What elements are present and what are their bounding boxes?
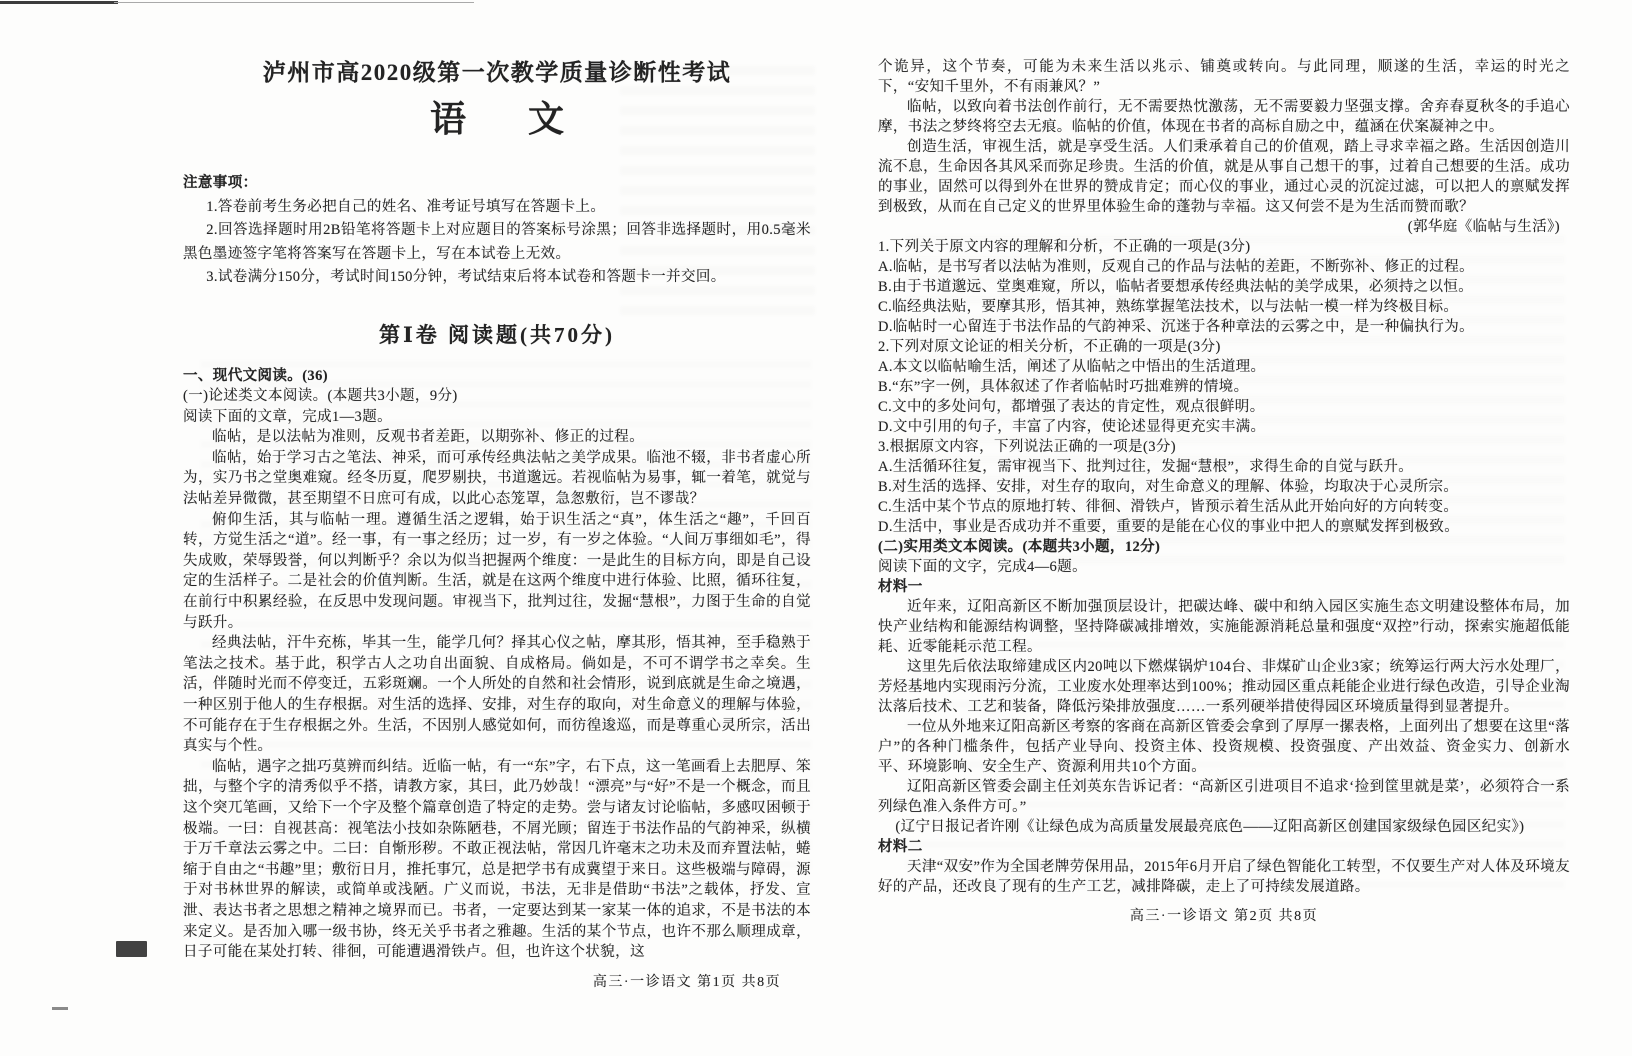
paragraph: 近年来，辽阳高新区不断加强顶层设计，把碳达峰、碳中和纳入园区实施生态文明建设整体布局，加快产业结构和能源结构调整，坚持降碳减排增效，实施能源消耗总量和强度“双控”行动，探索实施超低能耗、近零能耗示范工程。 xyxy=(878,599,1570,655)
option: C.生活中某个节点的原地打转、徘徊、滑铁卢，皆预示着生活从此开始向好的方向转变。 xyxy=(878,499,1459,515)
notice-heading: 注意事项： xyxy=(183,175,258,191)
paragraph: 临帖，遇字之拙巧莫辨而纠结。近临一帖，有一“东”字，右下点，这一笔画看上去肥厚、笨拙，与整个字的清秀似乎不搭，请教方家，其曰，此乃妙哉！“漂亮”与“好”不是一个概念，而且这个突兀笔画，又给下一个字及整个篇章创造了特定的走势。尝与诸友讨论临帖，多感叹困顿于极端。一曰：自视甚高：视笔法小技如杂陈陋巷，不屑光顾；留连于书法作品的气韵神采，纵横于万千章法云雾之中。二曰：自惭形秽。不敢正视法帖，常因几许毫末之功未及而弃置法帖，蜷缩于自由之“书趣”里；敷衍日月，推托事冗，总是把学书有成冀望于来日。这些极端与障碍，源于对书林世界的解读，或简单或浅陋。广义而说，书法，无非是借助“书法”之载体，抒发、宣泄、表达书者之思想之精神之境界而已。书者，一定要达到某一家某一体的追求，不是书法的本来定义。是否加入哪一级书协，终无关乎书者之雅趣。生活的某个节点，也许不那么顺理成章，日子可能在某处打转、徘徊，可能遭遇滑铁卢。但，也许这个状貌，这 xyxy=(183,758,811,961)
option: B.对生活的选择、安排，对生存的取向，对生命意义的理解、体验，均取决于心灵所宗。 xyxy=(878,479,1459,495)
subject-title: 语文 xyxy=(429,99,626,139)
page2-body xyxy=(878,57,1570,897)
scan-dash-mark xyxy=(52,1007,68,1010)
option: A.临帖，是书写者以法帖为准则，反观自己的作品与法帖的差距，不断弥补、修正的过程。 xyxy=(878,259,1474,275)
paragraph: 天津“双安”作为全国老牌劳保用品，2015年6月开启了绿色智能化工转型，不仅要生产对人体及环境友好的产品，还改良了现有的生产工艺，减排降碳，走上了可持续发展道路。 xyxy=(878,859,1570,895)
scanner-edge-line xyxy=(114,2,474,3)
paragraph: 个诡异，这个节奏，可能为未来生活以兆示、铺奠或转向。与此同理，顺遂的生活，幸运的时光之下，“安知千里外，不有雨兼风？” xyxy=(878,59,1570,95)
paragraph: 经典法帖，汗牛充栋，毕其一生，能学几何？择其心仪之帖，摩其形，悟其神，至手稳熟于笔法之技术。基于此，积学古人之功自出面貌、自成格局。倘如是，不可不谓学书之幸矣。生活，伴随时光而不停变迁，五彩斑斓。一个人所处的自然和社会情形，说到底就是生命之境遇，一种区别于他人的生存根据。对生活的选择、安排，对生存的取向，对生命意义的理解与体验，不可能存在于生存根据之外。生活，不因别人感觉如何，而彷徨逡巡，而是尊重心灵所宗，活出真实与个性。 xyxy=(183,635,811,755)
citation: (辽宁日报记者许刚《让绿色成为高质量发展最亮底色——辽阳高新区创建国家级绿色园区纪实》) xyxy=(895,819,1525,835)
notice-item: 1.答卷前考生务必把自己的姓名、准考证号填写在答题卡上。 xyxy=(206,198,606,215)
option: D.临帖时一心留连于书法作品的气韵神采、沉迷于各种章法的云雾之中，是一种偏执行为。 xyxy=(878,319,1474,335)
notice-item: 2.回答选择题时用2B铅笔将答题卡上对应题目的答案标号涂黑；回答非选择题时，用0.5毫米黑色墨迹签字笔将答案写在答题卡上，写在本试卷上无效。 xyxy=(183,222,811,262)
paragraph: 临帖，是以法帖为准则，反观书者差距，以期弥补、修正的过程。 xyxy=(212,429,645,446)
paragraph: 临帖，以致向着书法创作前行，无不需要热忱激荡，无不需要毅力坚强支撑。舍弃春夏秋冬的手追心摩，书法之梦终将空去无痕。临帖的价值，体现在书者的高标自励之中，蕴涵在伏案凝神之中。 xyxy=(878,99,1570,135)
scan-black-mark xyxy=(116,941,147,957)
exam-page-1 xyxy=(183,58,811,993)
paragraph: 创造生活，审视生活，就是享受生活。人们秉承着自己的价值观，踏上寻求幸福之路。生活因创造川流不息，生命因各其风采而弥足珍贵。生活的价值，就是从事自己想干的事，过着自己想要的生活。成功的事业，固然可以得到外在世界的赞成肯定；而心仪的事业，通过心灵的沉淀过滤，可以把人的禀赋发挥到极致，从而在自己定义的世界里体验生命的蓬勃与幸福。这又何尝不是为生活而赞而歌？ xyxy=(878,139,1570,215)
page2-footer: 高三·一诊语文 第2页 共8页 xyxy=(1129,909,1319,924)
option: D.生活中，事业是否成功并不重要，重要的是能在心仪的事业中把人的禀赋发挥到极致。 xyxy=(878,519,1460,535)
part-heading: 一、现代文阅读。(36) xyxy=(183,367,328,384)
paragraph: 临帖，始于学习古之笔法、神采，而可承传经典法帖之美学成果。临池不辍，非书者虚心所为，实乃书之堂奥难窥。经冬历夏，爬罗剔抉，书道邈远。若视临帖为易事，辄一着笔，就觉与法帖差异微微，甚至期望不日庶可有成，以此心态笼罩，急怱敷衍，岂不谬哉？ xyxy=(183,449,811,508)
option: A.生活循环往复，需审视当下、批判过往，发掘“慧根”，求得生命的自觉与跃升。 xyxy=(878,459,1414,475)
scanner-edge-line xyxy=(0,1,118,4)
option: B.由于书道邈远、堂奥难窥，所以，临帖者要想承传经典法帖的美学成果，必须持之以恒。 xyxy=(878,279,1474,295)
page1-body xyxy=(183,172,811,963)
instruction: 阅读下面的文字，完成4—6题。 xyxy=(878,559,1087,575)
option: C.文中的多处问句，都增强了表达的肯定性，观点很鲜明。 xyxy=(878,399,1265,415)
paragraph: 一位从外地来辽阳高新区考察的客商在高新区管委会拿到了厚厚一摞表格，上面列出了想要在这里“落户”的各种门槛条件，包括产业导向、投资主体、投资规模、投资强度、产出效益、资金实力、创新水平、环境影响、安全生产、资源利用共10个方面。 xyxy=(878,719,1570,775)
paragraph: 辽阳高新区管委会副主任刘英东告诉记者：“高新区引进项目不追求‘捡到筐里就是菜’，必须符合一系列绿色准入条件方可。” xyxy=(878,779,1570,815)
notice-item: 3.试卷满分150分，考试时间150分钟，考试结束后将本试卷和答题卡一并交回。 xyxy=(206,269,726,285)
section-heading: 第Ⅰ卷 阅读题(共70分) xyxy=(378,322,616,347)
citation: (郭华庭《临帖与生活》) xyxy=(1407,219,1560,235)
paragraph: 俯仰生活，其与临帖一理。遵循生活之逻辑，始于识生活之“真”，体生活之“趣”，千回百转，方觉生活之“道”。经一事，有一事之经历；过一岁，有一岁之体验。“人间万事细如毛”，得失成败，荣辱毁誉，何以判断乎？余以为似当把握两个维度：一是此生的目标方向，即是自己设定的生活样子。二是社会的价值判断。生活，就是在这两个维度中进行体验、比照，循环往复，在前行中积累经验，在反思中发现问题。审视当下，批判过往，发掘“慧根”，力图于生命的自觉与跃升。 xyxy=(183,511,811,631)
exam-title: 泸州市高2020级第一次教学质量诊断性考试 xyxy=(262,60,732,85)
question: 3.根据原文内容，下列说法正确的一项是(3分) xyxy=(878,439,1176,455)
subpart-heading: (一)论述类文本阅读。(本题共3小题，9分) xyxy=(183,388,458,405)
exam-page-2 xyxy=(878,57,1570,927)
option: D.文中引用的句子，丰富了内容，使论述显得更充实丰满。 xyxy=(878,419,1266,435)
material-heading: 材料二 xyxy=(878,839,923,855)
material-heading: 材料一 xyxy=(878,579,923,595)
page1-footer: 高三·一诊语文 第1页 共8页 xyxy=(592,974,782,990)
subpart-heading: (二)实用类文本阅读。(本题共3小题，12分) xyxy=(878,539,1161,555)
paragraph: 这里先后依法取缔建成区内20吨以下燃煤锅炉104台、非煤矿山企业3家；统筹运行两大污水处理厂，芳烃基地内实现雨污分流，工业废水处理率达到100%；推动园区重点耗能企业进行绿色改造，引导企业淘汰落后技术、工艺和装备，降低污染排放强度……一系列硬举措使得园区环境质量得到显著提升。 xyxy=(878,659,1570,715)
instruction: 阅读下面的文章，完成1—3题。 xyxy=(183,408,392,425)
option: B.“东”字一例，具体叙述了作者临帖时巧拙难辨的情境。 xyxy=(878,379,1249,395)
question: 2.下列对原文论证的相关分析，不正确的一项是(3分) xyxy=(878,339,1221,355)
option: C.临经典法贴，要摩其形，悟其神，熟练掌握笔法技术，以与法帖一模一样为终极目标。 xyxy=(878,299,1459,315)
option: A.本文以临帖喻生活，阐述了从临帖之中悟出的生活道理。 xyxy=(878,359,1266,375)
question: 1.下列关于原文内容的理解和分析，不正确的一项是(3分) xyxy=(878,239,1251,255)
